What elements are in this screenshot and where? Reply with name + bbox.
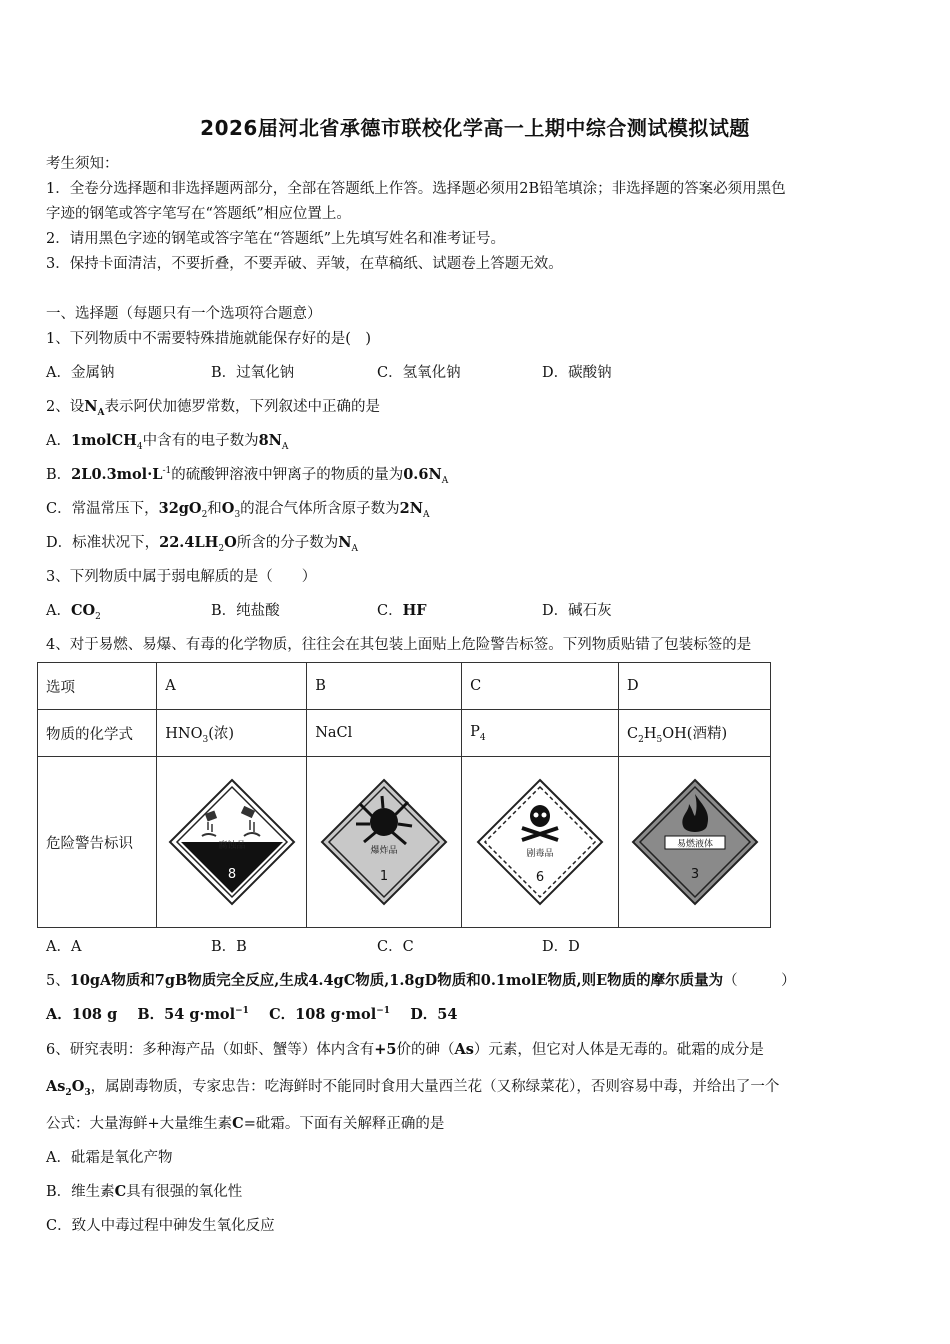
q6-option-a: A．砒霜是氧化产物 <box>46 1150 173 1166</box>
notice-line-3: 3．保持卡面清洁，不要折叠，不要弄破、弄皱，在草稿纸、试题卷上答题无效。 <box>46 256 563 272</box>
table-row <box>38 757 771 928</box>
table-row <box>38 663 771 710</box>
question-6-line-1: 6、研究表明：多种海产品（如虾、蟹等）体内含有+5价的砷（As）元素，但它对人体是无毒的。砒霜的成分是 <box>46 1041 764 1058</box>
q2-option-d: D．标准状况下，$22.4LH_2O$所含的分子数为$N_A$ <box>46 534 358 554</box>
q2-option-a: A．1molCH$_4$中含有的电子数为$8N_A$ <box>46 432 289 452</box>
formula-c: $P_4$ <box>462 710 619 757</box>
q5-option-d: D．54 <box>410 1006 458 1023</box>
sign-cell-c <box>462 757 619 928</box>
svg-text:3: 3 <box>690 867 699 882</box>
sign-cell-b <box>307 757 462 928</box>
q3-option-c: C．HF <box>377 602 427 619</box>
table-header-option: 选项 <box>38 663 157 710</box>
section-heading: 一、选择题（每题只有一个选项符合题意） <box>46 306 322 322</box>
question-5-options <box>46 1003 458 1024</box>
svg-text:爆炸品: 爆炸品 <box>370 846 398 856</box>
q4-option-b: B．B <box>211 939 247 955</box>
q5-option-a: A．108 g <box>46 1006 118 1023</box>
svg-text:剧毒品: 剧毒品 <box>526 849 554 859</box>
q2-option-b: B．$2L0.3mol\cdot L^{-1}$的硫酸钾溶液中钾离子的物质的量为$0.6N_A$ <box>46 466 449 486</box>
question-5-stem: 5、10gA物质和7gB物质完全反应,生成4.4gC物质,1.8gD物质和0.1molE物质,则E物质的摩尔质量为（ ） <box>46 972 796 989</box>
question-1-stem: 1、下列物质中不需要特殊措施就能保存好的是( ) <box>46 331 372 347</box>
question-4-stem: 4、对于易燃、易爆、有毒的化学物质，往往会在其包装上面贴上危险警告标签。下列物质贴错了包装标签的是 <box>46 637 752 653</box>
question-6-line-2: $As_2O_3$，属剧毒物质，专家忠告：吃海鲜时不能同时食用大量西兰花（又称绿菜花），否则容易中毒，并给出了一个 <box>46 1078 780 1098</box>
sign-row-label: 危险警告标识 <box>38 757 157 928</box>
q1-option-c: C．氢氧化钠 <box>377 365 461 381</box>
svg-text:1: 1 <box>380 869 389 884</box>
notice-line-2: 2．请用黑色字迹的钢笔或答字笔在“答题纸”上先填写姓名和准考证号。 <box>46 231 506 247</box>
q6-option-b: B．维生素C具有很强的氧化性 <box>46 1183 243 1200</box>
q1-option-b: B．过氧化钠 <box>211 365 295 381</box>
q3-option-b: B．纯盐酸 <box>211 603 280 619</box>
notice-heading: 考生须知： <box>46 156 119 172</box>
formula-row-label: 物质的化学式 <box>38 710 157 757</box>
q4-option-d: D．D <box>542 939 580 955</box>
table-header-d: D <box>619 663 771 710</box>
formula-d: $C_2H_5OH$(酒精) <box>619 710 771 757</box>
table-header-c: C <box>462 663 619 710</box>
q3-option-d: D．碱石灰 <box>542 603 612 619</box>
q6-option-c: C．致人中毒过程中砷发生氧化反应 <box>46 1218 275 1234</box>
sign-cell-d <box>619 757 771 928</box>
toxic-sign-icon <box>476 778 604 906</box>
q2-option-c: C．常温常压下，$32gO_2$和$O_3$的混合气体所含原子数为$2N_A$ <box>46 500 430 520</box>
question-6-line-3: 公式：大量海鲜+大量维生素C=砒霜。下面有关解释正确的是 <box>46 1115 445 1132</box>
svg-text:6: 6 <box>535 870 545 885</box>
table-row <box>38 710 771 757</box>
q5-option-c: C．108 g·mol$^{-1}$ <box>269 1006 391 1023</box>
table-header-a: A <box>157 663 307 710</box>
svg-text:8: 8 <box>227 867 236 882</box>
q1-option-d: D．碳酸钠 <box>542 365 612 381</box>
formula-a: $HNO_3$(浓) <box>157 710 307 757</box>
formula-b: NaCl <box>307 710 462 757</box>
table-header-b: B <box>307 663 462 710</box>
question-3-stem: 3、下列物质中属于弱电解质的是（ ） <box>46 569 317 585</box>
corrosive-sign-icon <box>168 778 296 906</box>
q3-option-a: A．$CO_2$ <box>46 602 101 622</box>
q1-option-a: A．金属钠 <box>46 365 115 381</box>
sign-cell-a <box>157 757 307 928</box>
notice-line-1b: 字迹的钢笔或答字笔写在“答题纸”相应位置上。 <box>46 206 351 222</box>
q4-option-c: C．C <box>377 939 414 955</box>
notice-line-1a: 1．全卷分选择题和非选择题两部分，全部在答题纸上作答。选择题必须用2B铅笔填涂；非选择题的答案必须用黑色 <box>46 181 786 197</box>
hazard-label-table <box>37 662 771 928</box>
q5-option-b: B．54 g·mol$^{-1}$ <box>137 1006 249 1023</box>
question-2-stem: 2、设$N_A$表示阿伏加德罗常数，下列叙述中正确的是 <box>46 398 380 418</box>
q4-option-a: A．A <box>46 939 82 955</box>
explosive-sign-icon <box>320 778 448 906</box>
flammable-sign-icon <box>631 778 759 906</box>
page-title: 2026届河北省承德市联校化学高一上期中综合测试模拟试题 <box>200 116 750 140</box>
svg-text:易燃液体: 易燃液体 <box>676 839 713 850</box>
svg-text:腐蚀品: 腐蚀品 <box>218 841 246 851</box>
